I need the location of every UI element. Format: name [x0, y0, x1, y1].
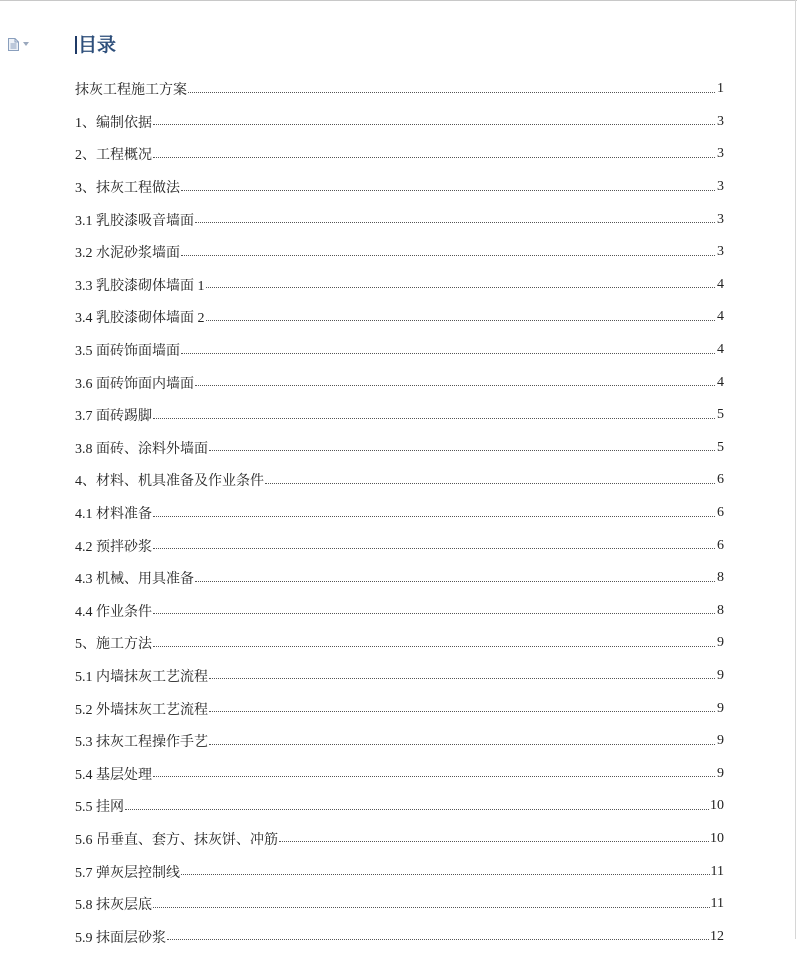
- toc-entry-text: 4、材料、机具准备及作业条件: [75, 474, 264, 490]
- toc-leader-dots: [167, 939, 709, 940]
- toc-entry[interactable]: [75, 203, 724, 236]
- toc-entry-text: 3.3 乳胶漆砌体墙面 1: [75, 278, 205, 294]
- toc-entry-text: 5.5 挂网: [75, 800, 124, 816]
- toc-leader-dots: [209, 450, 715, 451]
- toc-entry-page-number: 10: [710, 798, 724, 814]
- toc-entry-page-number: 1: [717, 81, 724, 97]
- toc-list: [75, 73, 724, 953]
- toc-entry-text: 5.2 外墙抹灰工艺流程: [75, 702, 208, 718]
- toc-entry[interactable]: [75, 138, 724, 171]
- toc-entry-page-number: 8: [717, 570, 724, 586]
- toc-entry-page-number: 9: [717, 733, 724, 749]
- toc-entry-page-number: 3: [717, 113, 724, 129]
- toc-entry[interactable]: [75, 725, 724, 758]
- toc-leader-dots: [209, 744, 715, 745]
- toc-entry-page-number: 9: [717, 667, 724, 683]
- toc-entry-text: 5.1 内墙抹灰工艺流程: [75, 669, 208, 685]
- toc-leader-dots: [153, 613, 715, 614]
- toc-entry[interactable]: [75, 562, 724, 595]
- toc-leader-dots: [153, 646, 715, 647]
- toc-leader-dots: [265, 483, 715, 484]
- toc-entry-text: 5.6 吊垂直、套方、抹灰饼、冲筋: [75, 832, 278, 848]
- toc-entry-page-number: 9: [717, 635, 724, 651]
- toc-leader-dots: [181, 255, 715, 256]
- toc-entry-text: 3.6 面砖饰面内墙面: [75, 376, 194, 392]
- toc-entry-text: 5.9 抹面层砂浆: [75, 930, 166, 946]
- toc-leader-dots: [195, 222, 715, 223]
- toc-entry-text: 3.5 面砖饰面墙面: [75, 344, 180, 360]
- toc-entry[interactable]: [75, 529, 724, 562]
- toc-leader-dots: [153, 516, 715, 517]
- toc-entry[interactable]: [75, 790, 724, 823]
- toc-leader-dots: [125, 809, 709, 810]
- toc-leader-dots: [279, 841, 709, 842]
- page-top-border: [0, 0, 797, 1]
- toc-entry[interactable]: [75, 627, 724, 660]
- toc-entry[interactable]: [75, 855, 724, 888]
- toc-leader-dots: [181, 874, 710, 875]
- toc-entry-text: 5.4 基层处理: [75, 767, 152, 783]
- toc-leader-dots: [206, 287, 716, 288]
- toc-entry-page-number: 5: [717, 439, 724, 455]
- toc-entry[interactable]: [75, 171, 724, 204]
- toc-entry[interactable]: [75, 73, 724, 106]
- toc-entry-page-number: 12: [710, 928, 724, 944]
- toc-entry[interactable]: [75, 399, 724, 432]
- toc-entry-text: 4.1 材料准备: [75, 507, 152, 523]
- toc-entry-text: 3.7 面砖踢脚: [75, 409, 152, 425]
- toc-entry-text: 抹灰工程施工方案: [75, 83, 187, 99]
- toc-entry[interactable]: [75, 366, 724, 399]
- toc-entry-page-number: 4: [717, 342, 724, 358]
- document-menu-button[interactable]: [8, 37, 38, 51]
- toc-entry-page-number: 3: [717, 244, 724, 260]
- toc-entry[interactable]: [75, 823, 724, 856]
- toc-entry-text: 5、施工方法: [75, 637, 152, 653]
- toc-entry[interactable]: [75, 595, 724, 628]
- toc-entry-page-number: 6: [717, 472, 724, 488]
- toc-leader-dots: [188, 92, 715, 93]
- toc-entry-page-number: 3: [717, 211, 724, 227]
- toc-entry-text: 3.1 乳胶漆吸音墙面: [75, 213, 194, 229]
- toc-entry[interactable]: [75, 660, 724, 693]
- toc-entry-page-number: 9: [717, 765, 724, 781]
- toc-entry-text: 5.8 抹灰层底: [75, 898, 152, 914]
- toc-entry[interactable]: [75, 888, 724, 921]
- text-cursor: [75, 36, 77, 54]
- toc-leader-dots: [181, 190, 715, 191]
- chevron-down-icon: [23, 42, 29, 46]
- toc-entry[interactable]: [75, 464, 724, 497]
- toc-entry-page-number: 4: [717, 276, 724, 292]
- toc-leader-dots: [153, 124, 715, 125]
- toc-entry-page-number: 6: [717, 505, 724, 521]
- toc-entry[interactable]: [75, 236, 724, 269]
- toc-entry[interactable]: [75, 432, 724, 465]
- toc-entry-text: 1、编制依据: [75, 115, 152, 131]
- toc-leader-dots: [153, 907, 710, 908]
- toc-entry-page-number: 6: [717, 537, 724, 553]
- toc-leader-dots: [195, 581, 715, 582]
- toc-entry-text: 2、工程概况: [75, 148, 152, 164]
- toc-entry[interactable]: [75, 269, 724, 302]
- toc-entry-page-number: 11: [710, 896, 724, 912]
- toc-leader-dots: [181, 353, 715, 354]
- toc-entry-text: 4.2 预拌砂浆: [75, 539, 152, 555]
- toc-entry-text: 5.3 抹灰工程操作手艺: [75, 735, 208, 751]
- toc-leader-dots: [153, 418, 715, 419]
- toc-entry-text: 3.8 面砖、涂料外墙面: [75, 441, 208, 457]
- toc-entry-page-number: 9: [717, 700, 724, 716]
- toc-entry-text: 3.2 水泥砂浆墙面: [75, 246, 180, 262]
- toc-entry[interactable]: [75, 301, 724, 334]
- toc-leader-dots: [209, 711, 715, 712]
- toc-entry-text: 3.4 乳胶漆砌体墙面 2: [75, 311, 205, 327]
- toc-title: 目录: [78, 34, 117, 56]
- toc-entry-page-number: 8: [717, 602, 724, 618]
- toc-entry[interactable]: [75, 106, 724, 139]
- toc-entry[interactable]: [75, 920, 724, 953]
- toc-entry-text: 4.4 作业条件: [75, 604, 152, 620]
- toc-leader-dots: [209, 678, 715, 679]
- toc-entry[interactable]: [75, 757, 724, 790]
- toc-entry[interactable]: [75, 334, 724, 367]
- toc-entry-page-number: 4: [717, 374, 724, 390]
- toc-leader-dots: [153, 776, 715, 777]
- toc-leader-dots: [206, 320, 716, 321]
- document-icon: [8, 38, 19, 51]
- toc-entry-page-number: 3: [717, 179, 724, 195]
- toc-entry[interactable]: [75, 692, 724, 725]
- toc-entry-text: 5.7 弹灰层控制线: [75, 865, 180, 881]
- toc-entry-text: 3、抹灰工程做法: [75, 181, 180, 197]
- toc-entry-page-number: 11: [710, 863, 724, 879]
- toc-leader-dots: [153, 548, 715, 549]
- toc-leader-dots: [195, 385, 715, 386]
- toc-entry-page-number: 4: [717, 309, 724, 325]
- toc-entry-text: 4.3 机械、用具准备: [75, 572, 194, 588]
- toc-entry-page-number: 5: [717, 407, 724, 423]
- toc-entry[interactable]: [75, 497, 724, 530]
- toc-entry-page-number: 10: [710, 830, 724, 846]
- toc-leader-dots: [153, 157, 715, 158]
- page-right-border: [795, 0, 796, 939]
- toc-entry-page-number: 3: [717, 146, 724, 162]
